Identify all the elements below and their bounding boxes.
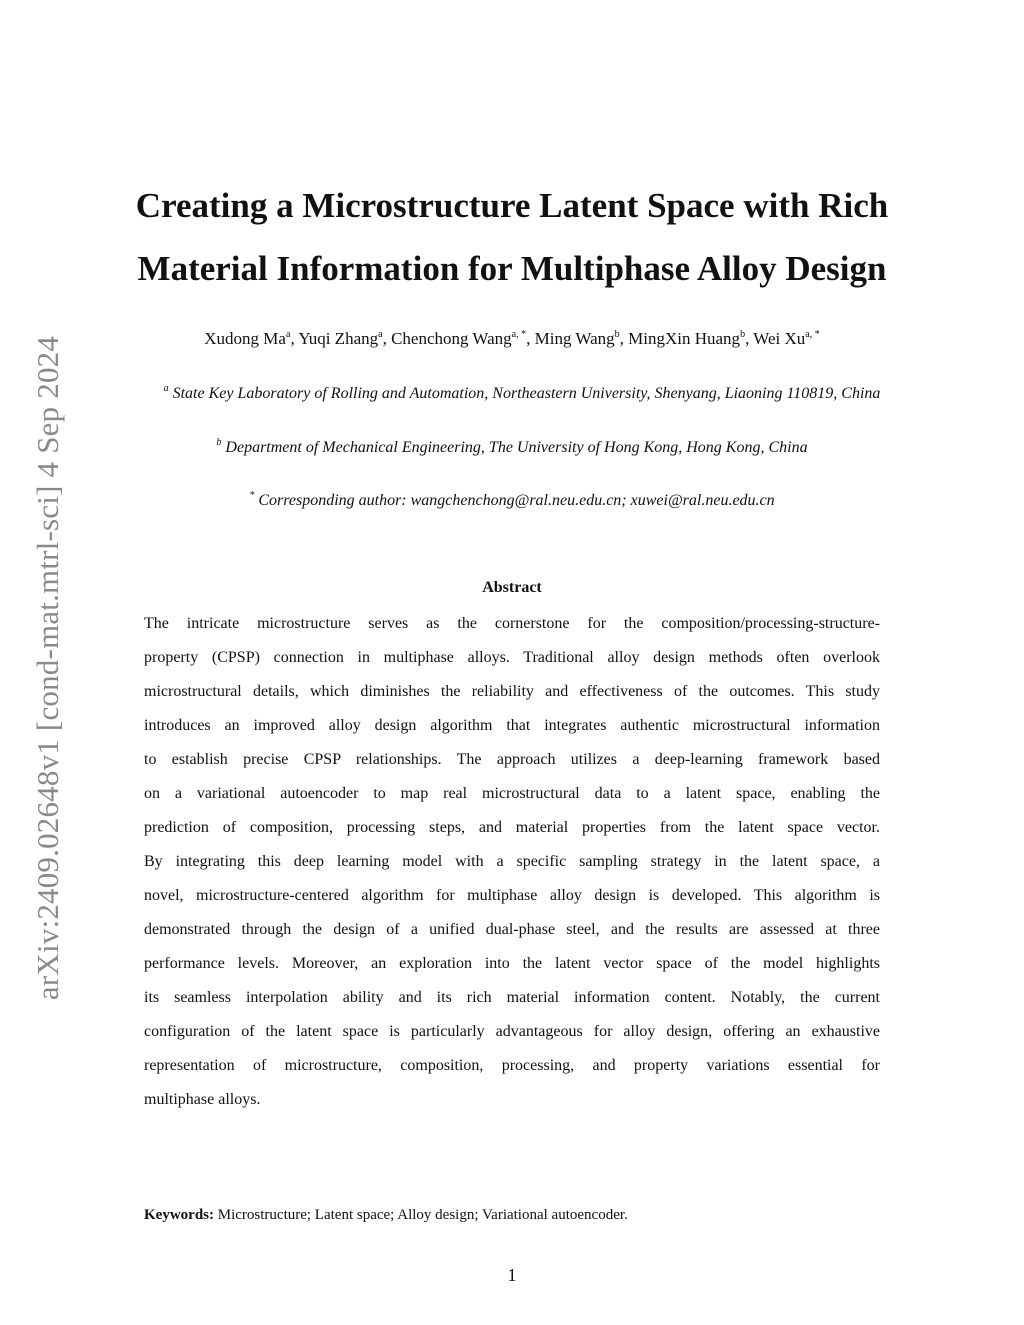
author-affiliation-mark: a xyxy=(378,329,383,340)
author xyxy=(298,329,391,348)
affiliation-mark: b xyxy=(216,437,222,448)
abstract-body xyxy=(144,607,880,1117)
keywords-label: Keywords: xyxy=(144,1207,214,1223)
abstract-heading: Abstract xyxy=(482,579,542,596)
author-affiliation-mark: a, * xyxy=(805,329,820,340)
author xyxy=(204,329,298,348)
affiliation-text: State Key Laboratory of Rolling and Automation, Northeastern University, Shenyang, Liaoning 110819, China xyxy=(172,385,881,402)
abstract-line: introduces an improved alloy design algorithm that integrates authentic microstructural information xyxy=(144,717,880,734)
abstract-line: By integrating this deep learning model with a specific sampling strategy in the latent space, a xyxy=(144,853,880,870)
abstract-line: property (CPSP) connection in multiphase alloys. Traditional alloy design methods often overlook xyxy=(144,649,880,666)
affiliation-b xyxy=(60,437,964,459)
author-separator: , xyxy=(619,329,629,348)
abstract-line: prediction of composition, processing steps, and material properties from the latent space vector. xyxy=(144,819,880,836)
page-number: 1 xyxy=(507,1265,517,1285)
author xyxy=(535,329,629,348)
author-name: Wei Xu xyxy=(753,329,806,348)
abstract-line: The intricate microstructure serves as the cornerstone for the composition/processing-structure- xyxy=(144,615,880,632)
affiliation-mark: a xyxy=(163,383,169,394)
author-separator: , xyxy=(382,329,392,348)
affiliation-a xyxy=(90,383,954,405)
abstract-line: on a variational autoencoder to map real microstructural data to a latent space, enabling the xyxy=(144,785,880,802)
author-name: Ming Wang xyxy=(534,329,615,348)
author-name: Yuqi Zhang xyxy=(298,329,379,348)
author-separator: , xyxy=(745,329,754,348)
abstract-line: to establish precise CPSP relationships. The approach utilizes a deep-learning framework based xyxy=(144,751,880,768)
keywords xyxy=(144,1204,880,1226)
abstract-line: performance levels. Moreover, an exploration into the latent vector space of the model highlights xyxy=(144,955,880,972)
author xyxy=(628,329,753,348)
author-separator: , xyxy=(290,329,299,348)
affiliation-text: Department of Mechanical Engineering, The University of Hong Kong, Hong Kong, China xyxy=(225,439,808,456)
author-name: MingXin Huang xyxy=(628,329,741,348)
corresponding-author-note xyxy=(60,490,964,512)
author-list xyxy=(60,327,964,351)
arxiv-identifier-stamp: arXiv:2409.02648v1 [cond-mat.mtrl-sci] 4 Sep 2024 xyxy=(30,335,65,1001)
paper-title-line-1: Creating a Microstructure Latent Space with Rich xyxy=(135,186,889,225)
abstract-line: demonstrated through the design of a unified dual-phase steel, and the results are assessed at three xyxy=(144,921,880,938)
author-affiliation-mark: a xyxy=(285,329,291,340)
author-separator: , xyxy=(526,329,535,348)
author-affiliation-mark: a, * xyxy=(511,329,527,340)
keywords-text: Microstructure; Latent space; Alloy design; Variational autoencoder. xyxy=(217,1207,628,1223)
author-affiliation-mark: b xyxy=(614,329,620,340)
author-name: Chenchong Wang xyxy=(391,329,512,348)
corresponding-author-text: Corresponding author: wangchenchong@ral.neu.edu.cn; xuwei@ral.neu.edu.cn xyxy=(258,492,775,509)
abstract-line: representation of microstructure, composition, processing, and property variations essential for xyxy=(144,1057,880,1074)
abstract-line: novel, microstructure-centered algorithm for multiphase alloy design is developed. This algorithm is xyxy=(144,887,880,904)
abstract-line: configuration of the latent space is particularly advantageous for alloy design, offering an exhaustive xyxy=(144,1023,880,1040)
author xyxy=(753,329,819,348)
paper-title-line-2: Material Information for Multiphase Alloy Design xyxy=(137,249,887,288)
abstract-line: its seamless interpolation ability and its rich material information content. Notably, the current xyxy=(144,989,880,1006)
abstract-line: microstructural details, which diminishes the reliability and effectiveness of the outcomes. This study xyxy=(144,683,880,700)
author xyxy=(391,329,535,348)
abstract-line: multiphase alloys. xyxy=(144,1091,261,1108)
author-name: Xudong Ma xyxy=(204,329,286,348)
corresponding-mark: * xyxy=(249,490,255,501)
author-affiliation-mark: b xyxy=(740,329,746,340)
